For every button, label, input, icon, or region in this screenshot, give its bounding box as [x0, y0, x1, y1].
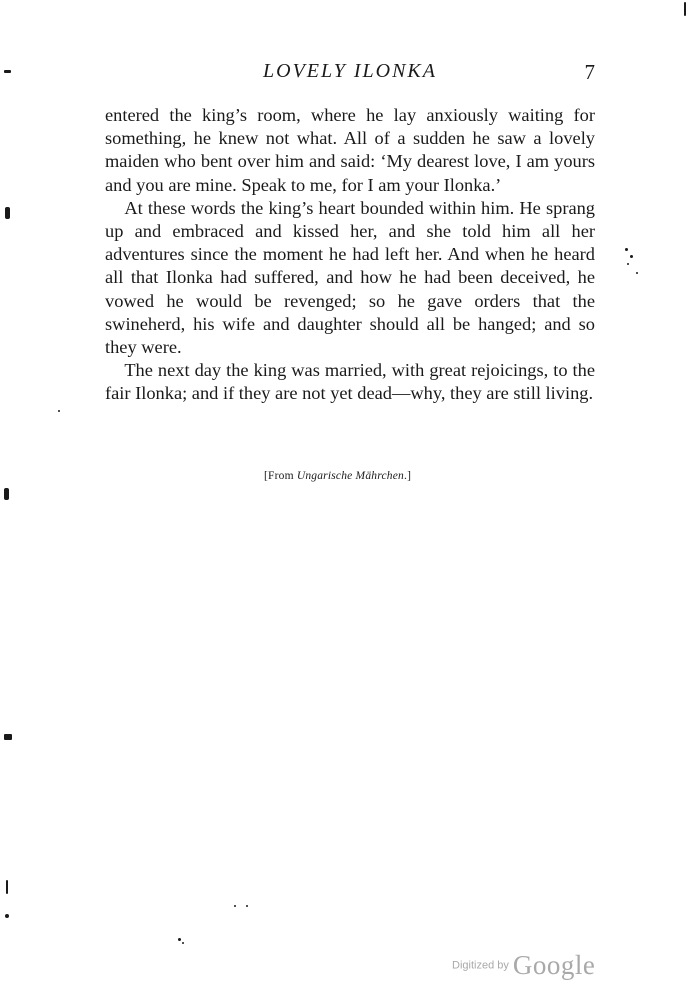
scan-speck [246, 905, 248, 907]
scan-speck [5, 207, 10, 219]
running-head [105, 60, 595, 88]
scan-speck [4, 488, 9, 500]
source-note-close: .] [404, 470, 412, 482]
scan-speck [178, 938, 181, 941]
page-number: 7 [584, 60, 595, 84]
scan-speck [6, 880, 8, 894]
scan-speck [627, 263, 629, 265]
source-note [264, 470, 411, 482]
google-logo: Google [512, 950, 596, 980]
scan-speck [5, 914, 9, 918]
paragraph-3: The next day the king was married, with great rejoicings, to the fair Ilonka; and if they are not yet dead—why, they are still living. [105, 360, 595, 404]
digitized-watermark [452, 950, 595, 981]
scan-speck [4, 70, 11, 73]
source-note-open: [From [264, 470, 297, 482]
scan-speck [684, 2, 686, 16]
scan-speck [630, 255, 633, 258]
scan-speck [58, 410, 60, 412]
running-title: LOVELY ILONKA [263, 60, 437, 82]
paragraph-1: entered the king’s room, where he lay anxiously waiting for something, he knew not what. All of a sudden he saw a lovely maiden who bent over him and said: ‘My dearest love, I am yours and you are mine. Speak to me, for I am your Ilonka.’ [105, 105, 595, 195]
scan-speck [4, 734, 12, 740]
scan-speck [234, 905, 236, 907]
paragraph-2: At these words the king’s heart bounded within him. He sprang up and embraced and kissed her, and she told him all her adventures since the moment he had left her. And when he heard all that Ilonka had suffered, and how he had been deceived, he vowed he would be revenged; so he gave orders that the swineherd, his wife and daughter should all be hanged; and so they were. [105, 197, 595, 358]
scan-speck [182, 942, 184, 944]
scan-speck [625, 248, 628, 251]
body-text [105, 104, 595, 406]
watermark-prefix: Digitized by [452, 959, 509, 972]
source-note-title: Ungarische Mährchen [296, 470, 404, 482]
scan-speck [636, 272, 638, 274]
